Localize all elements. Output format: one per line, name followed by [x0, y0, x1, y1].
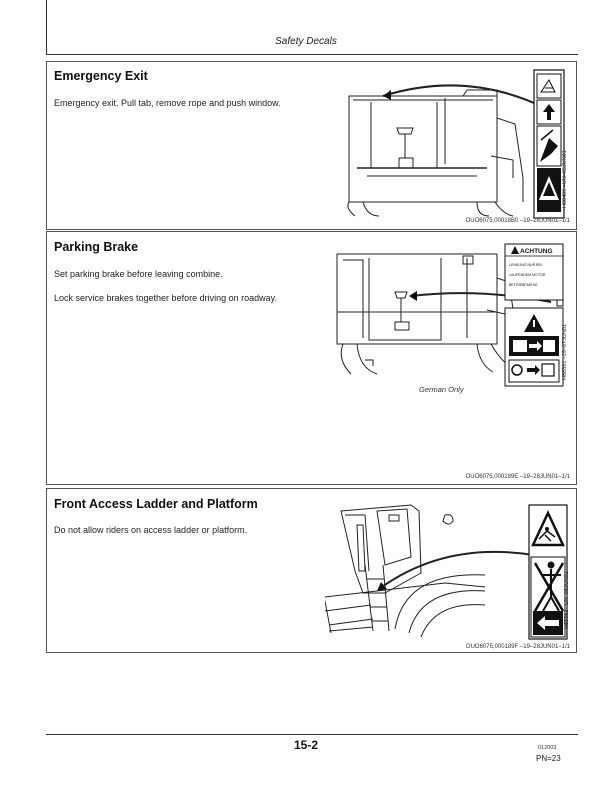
section-code: OUO6075,000189E –19–28JUN01–1/1 [465, 474, 570, 480]
section-text: Lock service brakes together before driving on roadway. [54, 293, 277, 303]
decal-line: LAUFENDEM MOTOR [509, 273, 546, 277]
section-text: Emergency exit. Pull tab, remove rope and push window. [54, 98, 281, 108]
page-number: 15-2 [293, 738, 319, 752]
ladder-platform-figure [325, 501, 569, 643]
section-title: Front Access Ladder and Platform [54, 497, 258, 511]
decal-line: BETRIEBFAEHIG [509, 283, 538, 287]
figure-id: H68409 –UN–05JUN01 [562, 150, 568, 208]
decal-line: LENKUNG NUR BEI [509, 263, 542, 267]
date-code: 012003 [538, 745, 557, 751]
section-text: Set parking brake before leaving combine. [54, 269, 223, 279]
section-title: Emergency Exit [54, 69, 148, 83]
section-title: Parking Brake [54, 240, 139, 254]
section-text: Do not allow riders on access ladder or platform. [54, 525, 248, 535]
parking-brake-figure [329, 240, 569, 390]
section-parking-brake [46, 231, 577, 485]
page-header-title: Safety Decals [275, 36, 337, 47]
section-code: OUO6075,00018B0 –19–28JUN01–1/1 [465, 218, 570, 224]
emergency-exit-figure [327, 68, 567, 220]
figure-id: H68392 –UN–06JUN01 [564, 571, 570, 629]
section-emergency-exit [46, 61, 577, 230]
section-code: OUO6075,000189F –19–28JUN01–1/1 [465, 644, 570, 650]
figure-id: H68391 –29–07JUN01 [562, 324, 568, 380]
figure-caption: German Only [419, 385, 464, 394]
section-front-access-ladder [46, 488, 577, 653]
footer-rule [46, 734, 578, 735]
header-rule [46, 54, 578, 55]
decal-header: ACHTUNG [520, 248, 553, 255]
page-pn: PN=23 [536, 754, 561, 763]
